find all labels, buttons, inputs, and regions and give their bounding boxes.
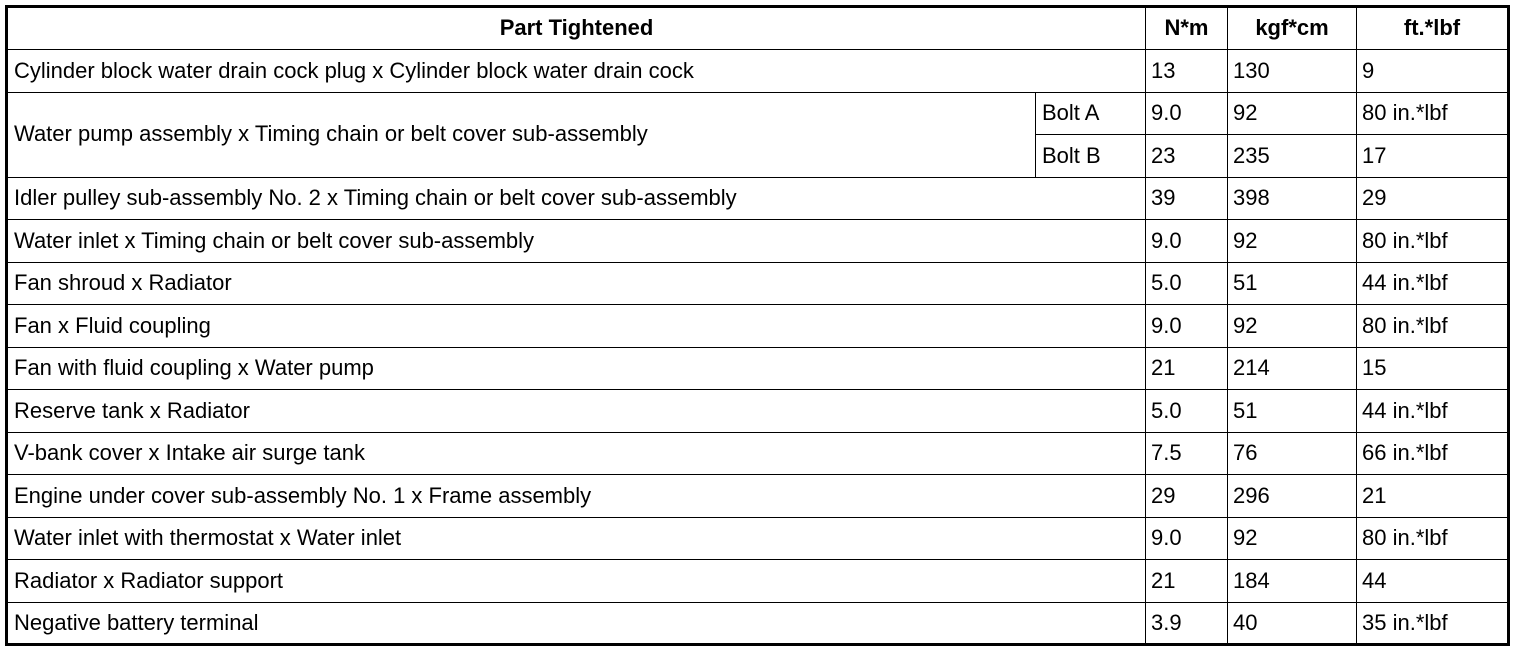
kgf-cell: 51	[1228, 390, 1357, 433]
nm-cell: 39	[1146, 177, 1228, 220]
ft-cell: 35 in.*lbf	[1357, 602, 1509, 645]
kgf-cell: 76	[1228, 432, 1357, 475]
nm-cell: 5.0	[1146, 262, 1228, 305]
part-cell: Idler pulley sub-assembly No. 2 x Timing chain or belt cover sub-assembly	[7, 177, 1146, 220]
nm-cell: 23	[1146, 135, 1228, 178]
part-cell: Water pump assembly x Timing chain or belt cover sub-assembly	[7, 92, 1036, 177]
ft-cell: 21	[1357, 475, 1509, 518]
nm-cell: 7.5	[1146, 432, 1228, 475]
part-cell: Fan with fluid coupling x Water pump	[7, 347, 1146, 390]
part-cell: Fan x Fluid coupling	[7, 305, 1146, 348]
table-row	[7, 560, 1509, 603]
bolt-cell: Bolt B	[1036, 135, 1146, 178]
kgf-cell: 92	[1228, 92, 1357, 135]
part-cell: Reserve tank x Radiator	[7, 390, 1146, 433]
part-cell: Negative battery terminal	[7, 602, 1146, 645]
nm-cell: 21	[1146, 560, 1228, 603]
part-cell: Water inlet with thermostat x Water inlet	[7, 517, 1146, 560]
nm-cell: 9.0	[1146, 92, 1228, 135]
header-nm: N*m	[1146, 7, 1228, 50]
nm-cell: 9.0	[1146, 305, 1228, 348]
ft-cell: 80 in.*lbf	[1357, 517, 1509, 560]
kgf-cell: 40	[1228, 602, 1357, 645]
nm-cell: 21	[1146, 347, 1228, 390]
kgf-cell: 92	[1228, 517, 1357, 560]
ft-cell: 15	[1357, 347, 1509, 390]
part-cell: Cylinder block water drain cock plug x Cylinder block water drain cock	[7, 50, 1146, 93]
table-row	[7, 475, 1509, 518]
nm-cell: 9.0	[1146, 517, 1228, 560]
header-ft-lbf: ft.*lbf	[1357, 7, 1509, 50]
kgf-cell: 184	[1228, 560, 1357, 603]
table-row	[7, 92, 1509, 135]
ft-cell: 29	[1357, 177, 1509, 220]
table-row	[7, 50, 1509, 93]
table-row	[7, 220, 1509, 263]
kgf-cell: 296	[1228, 475, 1357, 518]
table-row	[7, 517, 1509, 560]
header-part-tightened: Part Tightened	[7, 7, 1146, 50]
ft-cell: 80 in.*lbf	[1357, 220, 1509, 263]
table-body	[7, 50, 1509, 645]
table-header	[7, 7, 1509, 50]
table-row	[7, 262, 1509, 305]
part-cell: V-bank cover x Intake air surge tank	[7, 432, 1146, 475]
part-cell: Engine under cover sub-assembly No. 1 x Frame assembly	[7, 475, 1146, 518]
ft-cell: 80 in.*lbf	[1357, 92, 1509, 135]
ft-cell: 66 in.*lbf	[1357, 432, 1509, 475]
table-row	[7, 602, 1509, 645]
header-row	[7, 7, 1509, 50]
ft-cell: 44 in.*lbf	[1357, 262, 1509, 305]
kgf-cell: 398	[1228, 177, 1357, 220]
kgf-cell: 235	[1228, 135, 1357, 178]
torque-specification-table	[5, 5, 1510, 646]
table-row	[7, 347, 1509, 390]
ft-cell: 44	[1357, 560, 1509, 603]
part-cell: Water inlet x Timing chain or belt cover sub-assembly	[7, 220, 1146, 263]
ft-cell: 17	[1357, 135, 1509, 178]
table-row	[7, 390, 1509, 433]
part-cell: Radiator x Radiator support	[7, 560, 1146, 603]
kgf-cell: 92	[1228, 305, 1357, 348]
nm-cell: 29	[1146, 475, 1228, 518]
kgf-cell: 92	[1228, 220, 1357, 263]
nm-cell: 5.0	[1146, 390, 1228, 433]
kgf-cell: 130	[1228, 50, 1357, 93]
kgf-cell: 51	[1228, 262, 1357, 305]
table-row	[7, 305, 1509, 348]
table-row	[7, 432, 1509, 475]
part-cell: Fan shroud x Radiator	[7, 262, 1146, 305]
ft-cell: 80 in.*lbf	[1357, 305, 1509, 348]
nm-cell: 9.0	[1146, 220, 1228, 263]
bolt-cell: Bolt A	[1036, 92, 1146, 135]
nm-cell: 3.9	[1146, 602, 1228, 645]
ft-cell: 44 in.*lbf	[1357, 390, 1509, 433]
table-row	[7, 177, 1509, 220]
kgf-cell: 214	[1228, 347, 1357, 390]
header-kgf-cm: kgf*cm	[1228, 7, 1357, 50]
nm-cell: 13	[1146, 50, 1228, 93]
ft-cell: 9	[1357, 50, 1509, 93]
